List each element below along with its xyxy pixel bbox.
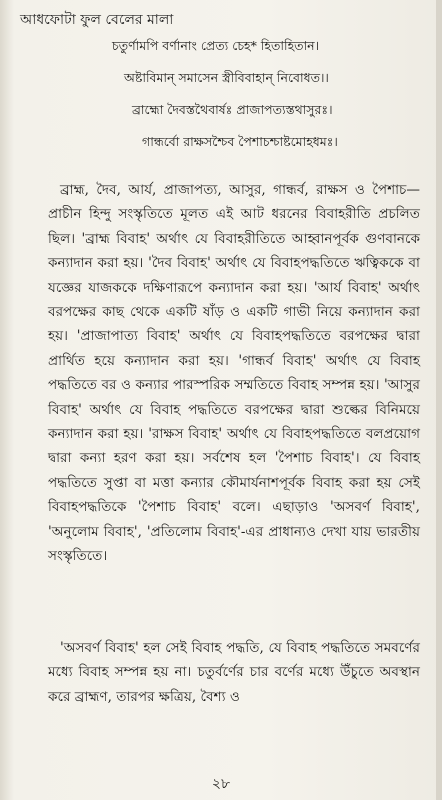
verse-line-3: ব্রাহ্মো দৈবস্তথৈবার্ষঃ প্রাজাপত্যস্তথাসুরঃ।: [132, 102, 333, 117]
verse-line-1: চতুর্ণামপি বর্ণানাং প্রেত্য চেহ* হিতাহিতান।: [112, 38, 320, 53]
page-edge-shadow: [436, 0, 442, 800]
verse-line-2: অষ্টাবিমান্ সমাসেন স্ত্রীবিবাহান্ নিবোধত।।: [124, 70, 329, 85]
running-head: আধফোটা ফুল বেলের মালা: [20, 12, 174, 28]
verse-line-4: গান্ধর্বো রাক্ষসশ্চৈব পৈশাচশ্চাষ্টমোহধমঃ।: [142, 134, 338, 149]
paragraph-2: 'অসবর্ণ বিবাহ' হল সেই বিবাহ পদ্ধতি, যে বিবাহ পদ্ধতিতে সমবর্ণের মধ্যে বিবাহ সম্পন্ন হয় না। চতুর্বর্ণের চার বর্ণের মধ্যে উঁচুতে অবস্থান করে ব্রাহ্মণ, তারপর ক্ষত্রিয়, বৈশ্য ও: [48, 640, 420, 705]
paragraph-1: ব্রাহ্ম, দৈব, আর্য, প্রাজাপত্য, আসুর, গান্ধর্ব, রাক্ষস ও পৈশাচ— প্রাচীন হিন্দু সংস্কৃতিতে মূলত এই আট ধরনের বিবাহরীতি প্রচলিত ছিল। 'ব্রাহ্ম বিবাহ' অর্থাৎ যে বিবাহরীতিতে আহ্বানপূর্বক গুণবানকে কন্যাদান করা হয়। 'দৈব বিবাহ' অর্থাৎ যে বিবাহপদ্ধতিতে ঋত্বিককে বা যজ্ঞের যাজককে দক্ষিণারূপে কন্যাদান করা হয়। 'আর্য বিবাহ' অর্থাৎ বরপক্ষের কাছ থেকে একটি ষাঁড় ও একটি গাভী নিয়ে কন্যাদান করা হয়। 'প্রাজাপাত্য বিবাহ' অর্থাৎ যে বিবাহপদ্ধতিতে বরপক্ষের দ্বারা প্রার্থিত হয়ে কন্যাদান করা হয়। 'গান্ধর্ব বিবাহ' অর্থাৎ যে বিবাহ পদ্ধতিতে বর ও কন্যার পারস্পরিক সম্মতিতে বিবাহ সম্পন্ন হয়। 'আসুর বিবাহ' অর্থাৎ যে বিবাহ পদ্ধতিতে বরপক্ষের দ্বারা শুল্কের বিনিময়ে কন্যাদান করা হয়। 'রাক্ষস বিবাহ' অর্থাৎ যে বিবাহপদ্ধতিতে বলপ্রয়োগ দ্বারা কন্যা হরণ করা হয়। সর্বশেষ হল 'পৈশাচ বিবাহ'। যে বিবাহ পদ্ধতিতে সুপ্তা বা মত্তা কন্যার কৌমার্যনাশপূর্বক বিবাহ করা হয় সেই বিবাহপদ্ধতিকে 'পৈশাচ বিবাহ' বলে। এছাড়াও 'অসবর্ণ বিবাহ', 'অনুলোম বিবাহ', 'প্রতিলোম বিবাহ'-এর প্রাধান্যও দেখা যায় ভারতীয় সংস্কৃতিতে।: [48, 182, 420, 565]
page-number: ২৮: [211, 776, 231, 792]
